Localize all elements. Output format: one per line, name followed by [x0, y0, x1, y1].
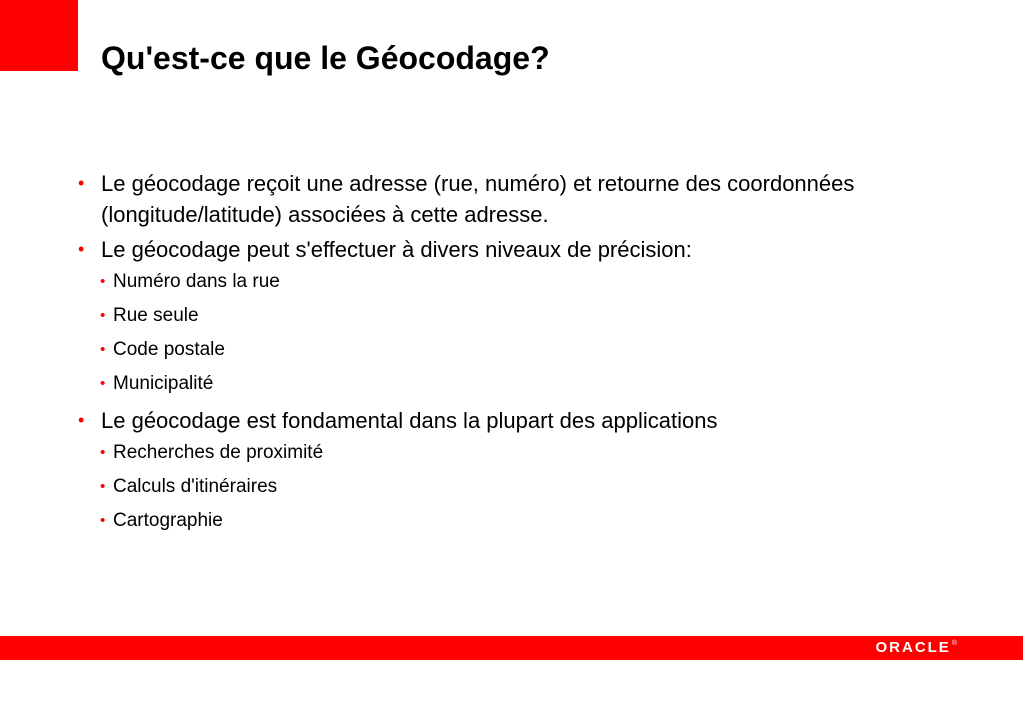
- sub-bullet-item: [78, 269, 890, 294]
- sub-bullet-icon: •: [100, 273, 106, 290]
- sub-bullet-icon: •: [100, 478, 106, 495]
- sub-list-wrapper: [78, 440, 878, 533]
- corner-accent-square: [0, 0, 78, 71]
- bullet-list: [78, 168, 878, 533]
- sub-bullet-text: Recherches de proximité: [113, 442, 324, 463]
- footer-bar: [0, 636, 1023, 660]
- bullet-icon: •: [78, 173, 85, 193]
- sub-bullet-text: Code postale: [113, 339, 225, 360]
- sub-bullet-icon: •: [100, 512, 106, 529]
- sub-bullet-text: Calculs d'itinéraires: [113, 476, 278, 497]
- sub-bullet-item: [78, 303, 890, 328]
- sub-bullet-item: [78, 508, 890, 533]
- bullet-item: [78, 405, 878, 436]
- sub-bullet-list: [78, 440, 878, 533]
- sub-bullet-item: [78, 337, 890, 362]
- slide-content: [78, 168, 878, 542]
- bullet-item: [78, 234, 878, 265]
- sub-bullet-text: Numéro dans la rue: [113, 271, 280, 292]
- logo-wordmark: ORACLE: [875, 639, 951, 656]
- sub-list-wrapper: [78, 269, 878, 396]
- bullet-text: Le géocodage peut s'effectuer à divers niveaux de précision:: [101, 237, 692, 262]
- bullet-text: Le géocodage reçoit une adresse (rue, numéro) et retourne des coordonnées (longitude/latitude) associées à cette adresse.: [101, 171, 855, 227]
- sub-bullet-text: Municipalité: [113, 373, 214, 394]
- sub-bullet-item: [78, 474, 890, 499]
- sub-bullet-item: [78, 371, 890, 396]
- sub-bullet-item: [78, 440, 890, 465]
- sub-bullet-text: Rue seule: [113, 305, 199, 326]
- sub-bullet-text: Cartographie: [113, 510, 223, 531]
- bullet-item: [78, 168, 878, 230]
- bullet-icon: •: [78, 239, 85, 259]
- sub-bullet-icon: •: [100, 307, 106, 324]
- sub-bullet-icon: •: [100, 341, 106, 358]
- slide-title: Qu'est-ce que le Géocodage?: [101, 40, 550, 76]
- sub-bullet-list: [78, 269, 878, 396]
- sub-bullet-icon: •: [100, 375, 106, 392]
- bullet-icon: •: [78, 410, 85, 430]
- bullet-text: Le géocodage est fondamental dans la plupart des applications: [101, 408, 718, 433]
- sub-bullet-icon: •: [100, 444, 106, 461]
- oracle-logo: [875, 639, 957, 657]
- registered-mark: ®: [951, 640, 957, 647]
